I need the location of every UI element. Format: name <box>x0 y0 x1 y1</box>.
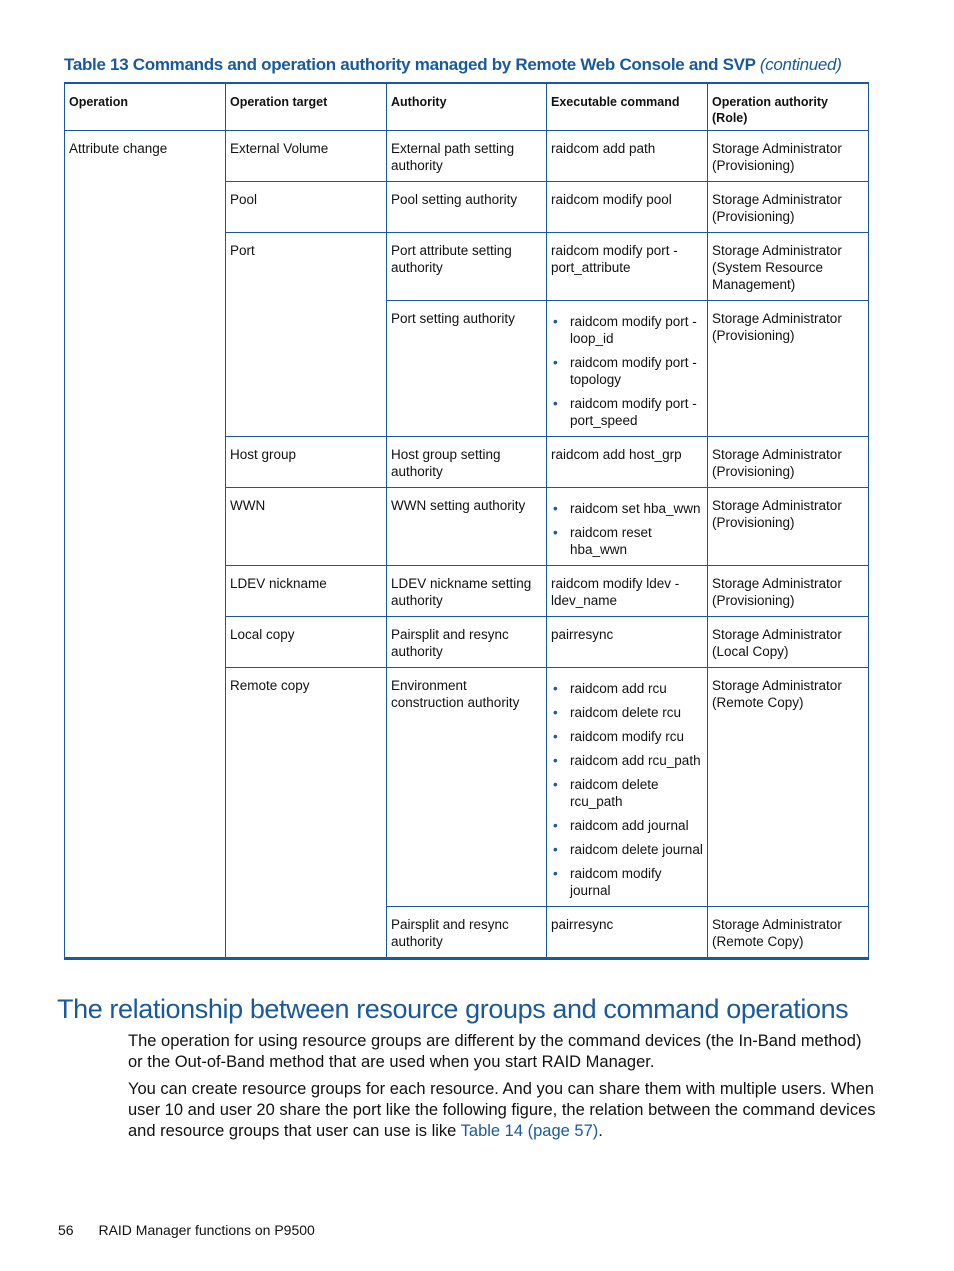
command-list-item: • raidcom modify rcu <box>551 728 703 745</box>
cell-target: Local copy <box>226 617 387 668</box>
cell-target: Pool <box>226 182 387 233</box>
command-list-item: • raidcom modify journal <box>551 865 703 899</box>
command-list-item: • raidcom set hba_wwn <box>551 500 703 517</box>
command-list-item: • raidcom delete rcu_path <box>551 776 703 810</box>
header-executable-command: Executable command <box>547 83 708 131</box>
section-heading: The relationship between resource groups and command operations <box>57 994 849 1024</box>
command-list-item: • raidcom add rcu <box>551 680 703 697</box>
cell-authority: External path setting authority <box>387 131 547 182</box>
header-operation-target: Operation target <box>226 83 387 131</box>
header-operation-authority-role: Operation authority (Role) <box>708 83 869 131</box>
paragraph-command-devices: The operation for using resource groups are different by the command devices (the In-Band method) or the Out-of-Band method that are used when you start RAID Manager. <box>128 1032 862 1071</box>
cell-role: Storage Administrator (System Resource Management) <box>708 233 869 301</box>
cell-command: raidcom modify port -port_attribute <box>547 233 708 301</box>
cell-authority: Port setting authority <box>387 301 547 437</box>
cell-target: Port <box>226 233 387 437</box>
page-number: 56 <box>58 1222 74 1238</box>
cell-authority: Environment construction authority <box>387 668 547 907</box>
cell-role: Storage Administrator (Provisioning) <box>708 488 869 566</box>
cell-command-list <box>547 488 708 566</box>
cell-command: raidcom modify pool <box>547 182 708 233</box>
cell-target: WWN <box>226 488 387 566</box>
cell-target: Remote copy <box>226 668 387 959</box>
command-list-item: • raidcom modify port -loop_id <box>551 313 703 347</box>
table-row <box>65 131 869 182</box>
cell-authority: LDEV nickname setting authority <box>387 566 547 617</box>
page-footer <box>58 1222 315 1238</box>
cell-command: raidcom add host_grp <box>547 437 708 488</box>
cell-role: Storage Administrator (Provisioning) <box>708 182 869 233</box>
cell-authority: Pairsplit and resync authority <box>387 907 547 959</box>
cell-command-list <box>547 301 708 437</box>
cell-role: Storage Administrator (Local Copy) <box>708 617 869 668</box>
cell-authority: Pairsplit and resync authority <box>387 617 547 668</box>
cell-operation: Attribute change <box>65 131 226 959</box>
cell-role: Storage Administrator (Provisioning) <box>708 131 869 182</box>
command-list-item: • raidcom delete journal <box>551 841 703 858</box>
cell-command: pairresync <box>547 907 708 959</box>
cell-role: Storage Administrator (Provisioning) <box>708 566 869 617</box>
cell-target: External Volume <box>226 131 387 182</box>
cell-authority: Host group setting authority <box>387 437 547 488</box>
cell-command: pairresync <box>547 617 708 668</box>
table-14-link[interactable]: Table 14 (page 57) <box>460 1122 599 1140</box>
cell-target: LDEV nickname <box>226 566 387 617</box>
footer-text: RAID Manager functions on P9500 <box>98 1222 315 1238</box>
paragraph-resource-groups <box>128 1079 878 1142</box>
table-caption <box>64 55 894 75</box>
cell-authority: WWN setting authority <box>387 488 547 566</box>
command-list-item: • raidcom add journal <box>551 817 703 834</box>
paragraph-text: You can create resource groups for each resource. And you can share them with multiple users. When user 10 and user 20 share the port like the following figure, the relation between the command devices and resource groups that user can use is like <box>128 1080 876 1140</box>
cell-command: raidcom add path <box>547 131 708 182</box>
cell-authority: Pool setting authority <box>387 182 547 233</box>
command-list-item: • raidcom delete rcu <box>551 704 703 721</box>
cell-role: Storage Administrator (Remote Copy) <box>708 907 869 959</box>
header-authority: Authority <box>387 83 547 131</box>
header-operation: Operation <box>65 83 226 131</box>
cell-authority: Port attribute setting authority <box>387 233 547 301</box>
command-list-item: • raidcom reset hba_wwn <box>551 524 703 558</box>
command-list-item: • raidcom modify port -topology <box>551 354 703 388</box>
paragraph-end: . <box>598 1122 603 1140</box>
table-header-row <box>65 83 869 131</box>
cell-role: Storage Administrator (Provisioning) <box>708 437 869 488</box>
command-list-item: • raidcom modify port -port_speed <box>551 395 703 429</box>
commands-authority-table <box>64 82 869 960</box>
cell-command-list <box>547 668 708 907</box>
command-list-item: • raidcom add rcu_path <box>551 752 703 769</box>
table-caption-title: Table 13 Commands and operation authority managed by Remote Web Console and SVP <box>64 55 756 74</box>
cell-command: raidcom modify ldev -ldev_name <box>547 566 708 617</box>
cell-role: Storage Administrator (Provisioning) <box>708 301 869 437</box>
cell-role: Storage Administrator (Remote Copy) <box>708 668 869 907</box>
table-caption-continued: (continued) <box>759 55 842 74</box>
cell-target: Host group <box>226 437 387 488</box>
